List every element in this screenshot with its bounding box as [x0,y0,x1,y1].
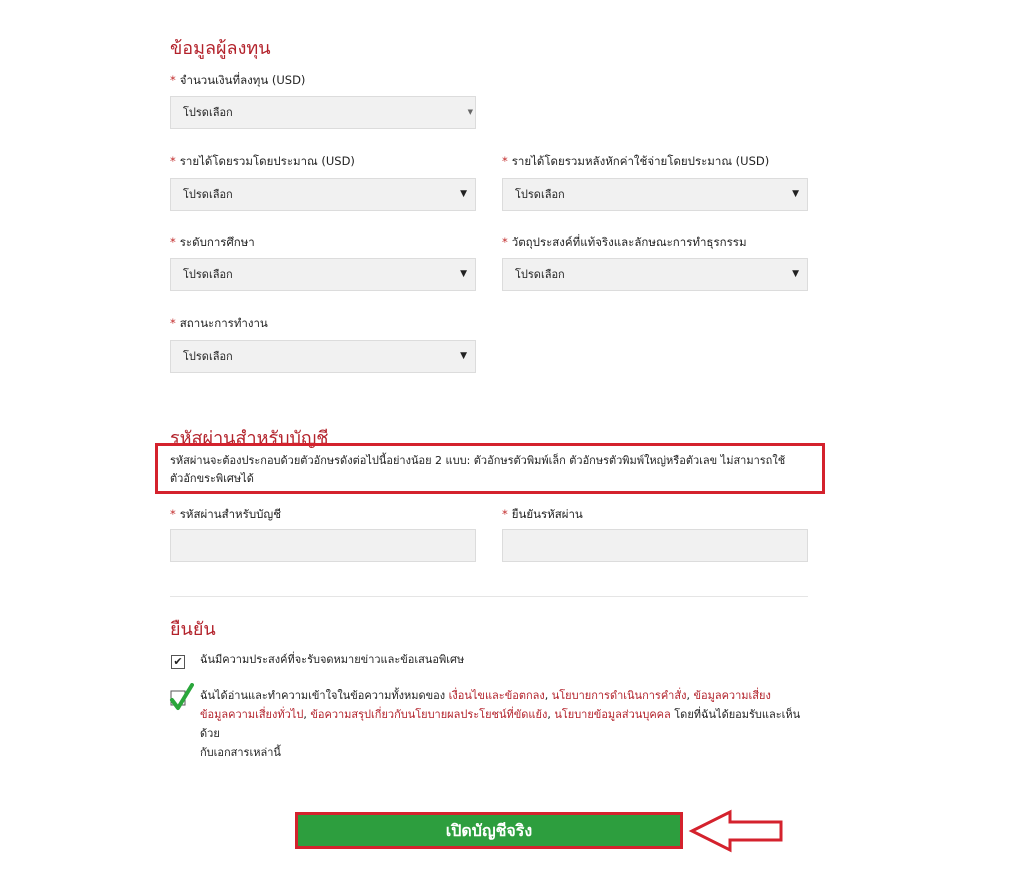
green-check-icon [168,683,194,711]
chevron-down-icon: ▼ [792,189,799,199]
agree-text-line-3: กับเอกสารเหล่านี้ [200,746,281,759]
agree-checkbox[interactable] [168,683,194,711]
education-select[interactable] [170,258,476,291]
estimated-income-select[interactable] [170,178,476,211]
terms-link[interactable]: เงื่อนไขและข้อตกลง [448,689,545,702]
select-value: โปรดเลือก [183,268,233,281]
estimated-net-income-select[interactable] [502,178,808,211]
chevron-down-icon: ▼ [467,108,473,116]
education-label: * ระดับการศึกษา [170,235,255,249]
confirm-password-input[interactable] [502,529,808,562]
chevron-down-icon: ▼ [792,269,799,279]
investor-section-title: ข้อมูลผู้ลงทุน [170,38,271,59]
newsletter-text: ฉันมีความประสงค์ที่จะรับจดหมายข่าวและข้อเสนอพิเศษ [200,653,465,666]
confirm-password-label: * ยืนยันรหัสผ่าน [502,507,583,521]
password-label: * รหัสผ่านสำหรับบัญชี [170,507,282,521]
general-risk-link[interactable]: ข้อมูลความเสี่ยงทั่วไป [200,708,304,721]
confirm-section-title: ยืนยัน [170,619,216,640]
select-value: โปรดเลือก [183,350,233,363]
arrow-left-icon [688,808,784,854]
password-section-title: รหัสผ่านสำหรับบัญชี [170,428,329,449]
investment-amount-select[interactable] [170,96,476,129]
execution-policy-link[interactable]: นโยบายการดำเนินการคำสั่ง [551,689,687,702]
select-value: โปรดเลือก [515,188,565,201]
agree-text-line-1: ฉันได้อ่านและทำความเข้าใจในข้อความทั้งหมดของ เงื่อนไขและข้อตกลง, นโยบายการดำเนินการคำสั่ง, ข้อมูลความเสี่ยง [200,689,771,702]
risk-info-link[interactable]: ข้อมูลความเสี่ยง [693,689,771,702]
password-input[interactable] [170,529,476,562]
check-icon: ✔ [173,655,183,668]
section-divider [170,596,808,597]
purpose-select[interactable] [502,258,808,291]
select-value: โปรดเลือก [515,268,565,281]
purpose-label: * วัตถุประสงค์ที่แท้จริงและลักษณะการทำธุรกรรม [502,235,747,249]
select-value: โปรดเลือก [183,188,233,201]
employment-label: * สถานะการทำงาน [170,316,268,330]
conflict-policy-link[interactable]: ข้อความสรุปเกี่ยวกับนโยบายผลประโยชน์ที่ขัดแย้ง [310,708,548,721]
password-rules-line-2: ตัวอักขระพิเศษได้ [170,472,254,485]
newsletter-checkbox[interactable] [171,655,185,669]
chevron-down-icon: ▼ [460,269,467,279]
password-rules-note [155,443,825,494]
open-real-account-button[interactable]: เปิดบัญชีจริง [295,812,683,849]
password-rules-line-1: รหัสผ่านจะต้องประกอบด้วยตัวอักษรดังต่อไปนี้อย่างน้อย 2 แบบ: ตัวอักษรตัวพิมพ์เล็ก ตัวอักษรตัวพิมพ์ใหญ่หรือตัวเลข ไม่สามารถใช้ [170,454,786,467]
chevron-down-icon: ▼ [460,351,467,361]
estimated-net-income-label: * รายได้โดยรวมหลังหักค่าใช้จ่ายโดยประมาณ (USD) [502,154,770,168]
select-value: โปรดเลือก [183,106,233,119]
estimated-income-label: * รายได้โดยรวมโดยประมาณ (USD) [170,154,355,168]
chevron-down-icon: ▼ [460,189,467,199]
agree-text-line-2: ข้อมูลความเสี่ยงทั่วไป, ข้อความสรุปเกี่ยวกับนโยบายผลประโยชน์ที่ขัดแย้ง, นโยบายข้อมูลส่วนบุคคล โดยที่ฉันได้ยอมรับและเห็นด้วย [200,708,801,740]
employment-select[interactable] [170,340,476,373]
investment-amount-label: * จำนวนเงินที่ลงทุน (USD) [170,73,306,87]
privacy-policy-link[interactable]: นโยบายข้อมูลส่วนบุคคล [554,708,671,721]
agree-text [200,686,812,762]
